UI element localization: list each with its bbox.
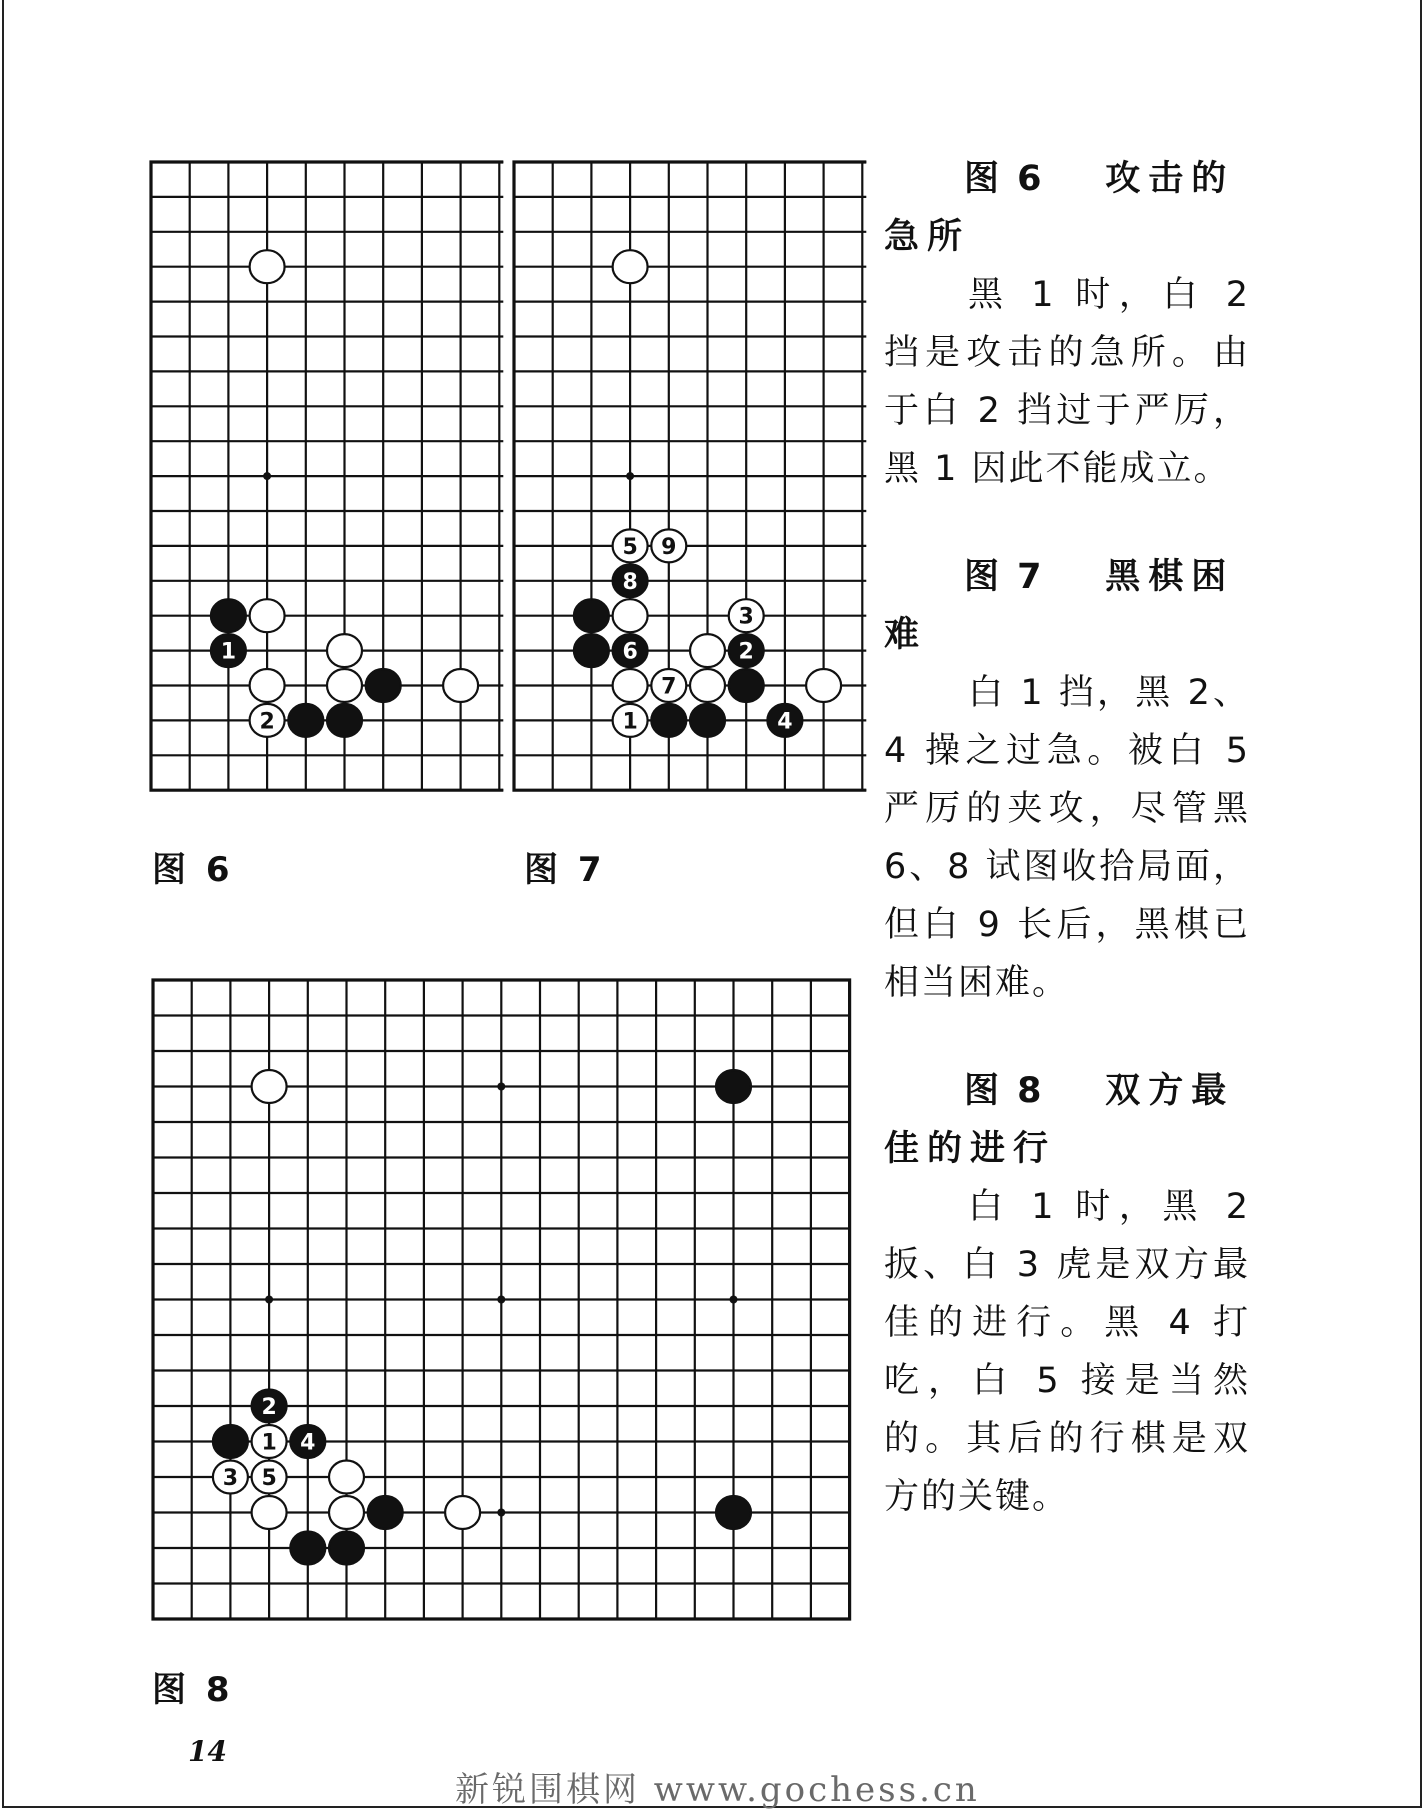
- stone-disc: [368, 1496, 403, 1529]
- black-stone: [366, 669, 401, 702]
- black-stone: [329, 1532, 364, 1565]
- black-stone: [574, 599, 609, 632]
- move-number-label: 3: [222, 1466, 239, 1491]
- white-stone: [613, 529, 648, 562]
- move-number-label: 7: [661, 674, 677, 700]
- move-number-label: 4: [300, 1430, 316, 1456]
- black-stone: [290, 1425, 325, 1458]
- watermark: 新锐围棋网 www.gochess.cn: [455, 1770, 980, 1810]
- section-heading: 攻击的急所: [884, 159, 1235, 257]
- star-point: [263, 472, 271, 480]
- black-stone: [211, 599, 246, 632]
- section-figure-8: [884, 1062, 1250, 1526]
- black-stone: [767, 704, 802, 737]
- white-stone: [252, 1070, 287, 1103]
- move-number-label: 8: [622, 569, 638, 595]
- section-heading: 黑棋困难: [884, 557, 1235, 655]
- white-stone: [327, 634, 362, 667]
- commentary-column: [884, 150, 1250, 1576]
- stone-disc: [290, 1532, 325, 1565]
- go-board-figure-7: [511, 158, 845, 798]
- stone-disc: [329, 1461, 364, 1494]
- stone-disc: [445, 1496, 480, 1529]
- section-body: 白 1 挡，黑 2、4 操之过急。被白 5 严厉的夹攻，尽管黑 6、8 试图收拾局面，但白 9 长后，黑棋已相当困难。: [884, 673, 1250, 1003]
- stone-disc: [327, 669, 362, 702]
- move-number-label: 6: [622, 639, 638, 665]
- section-figure-label: 图 7: [964, 557, 1045, 597]
- figure-8-caption: 图 8: [152, 1670, 234, 1710]
- section-heading: 双方最佳的进行: [884, 1071, 1235, 1169]
- black-stone: [288, 704, 323, 737]
- section-figure-7: [884, 548, 1250, 1012]
- stone-disc: [716, 1070, 751, 1103]
- white-stone: [252, 1496, 287, 1529]
- stone-disc: [690, 704, 725, 737]
- white-stone: [252, 1461, 287, 1494]
- stone-disc: [250, 599, 285, 632]
- white-stone: [443, 669, 478, 702]
- black-stone: [211, 634, 246, 667]
- black-stone: [690, 704, 725, 737]
- white-stone: [250, 250, 285, 283]
- page-number: 14: [188, 1735, 227, 1768]
- move-number-label: 2: [261, 1395, 277, 1420]
- star-point: [730, 1296, 738, 1304]
- stone-disc: [211, 599, 246, 632]
- stone-disc: [329, 1532, 364, 1565]
- white-stone: [445, 1496, 480, 1529]
- black-stone: [716, 1496, 751, 1529]
- white-stone: [613, 704, 648, 737]
- stone-disc: [613, 599, 648, 632]
- move-number-label: 1: [220, 639, 237, 665]
- go-board-figure-6: [148, 158, 482, 798]
- move-number-label: 9: [661, 534, 677, 560]
- stone-disc: [288, 704, 323, 737]
- stone-disc: [366, 669, 401, 702]
- black-stone: [290, 1532, 325, 1565]
- section-body: 黑 1 时，白 2 挡是攻击的急所。由于白 2 挡过于严厉，黑 1 因此不能成立。: [884, 275, 1250, 489]
- white-stone: [690, 634, 725, 667]
- move-number-label: 1: [261, 1430, 277, 1456]
- stone-disc: [690, 669, 725, 702]
- white-stone: [213, 1461, 248, 1494]
- black-stone: [574, 634, 609, 667]
- black-stone: [613, 564, 648, 597]
- white-stone: [729, 599, 764, 632]
- black-stone: [213, 1425, 248, 1458]
- move-number-label: 2: [259, 709, 275, 735]
- white-stone: [329, 1496, 364, 1529]
- stone-disc: [329, 1496, 364, 1529]
- stone-disc: [613, 669, 648, 702]
- stone-disc: [574, 599, 609, 632]
- stone-disc: [213, 1425, 248, 1458]
- move-number-label: 3: [738, 604, 754, 630]
- section-title: [884, 150, 1250, 266]
- stone-disc: [613, 250, 648, 283]
- stone-disc: [651, 704, 686, 737]
- move-number-label: 5: [622, 534, 638, 560]
- star-point: [265, 1296, 273, 1304]
- black-stone: [613, 634, 648, 667]
- star-point: [497, 1509, 505, 1517]
- stone-disc: [729, 669, 764, 702]
- white-stone: [613, 250, 648, 283]
- black-stone: [651, 704, 686, 737]
- section-figure-label: 图 8: [964, 1071, 1045, 1111]
- section-body: 白 1 时，黑 2 扳、白 3 虎是双方最佳的进行。黑 4 打吃，白 5 接是当然的。其后的行棋是双方的关键。: [884, 1187, 1250, 1517]
- figure-6-caption: 图 6: [152, 850, 234, 890]
- white-stone: [651, 669, 686, 702]
- white-stone: [327, 669, 362, 702]
- white-stone: [806, 669, 841, 702]
- black-stone: [729, 669, 764, 702]
- move-number-label: 5: [261, 1466, 277, 1491]
- stone-disc: [806, 669, 841, 702]
- stone-disc: [250, 250, 285, 283]
- white-stone: [613, 669, 648, 702]
- black-stone: [327, 704, 362, 737]
- go-board-figure-8: [150, 976, 850, 1621]
- section-figure-label: 图 6: [964, 159, 1045, 199]
- white-stone: [250, 599, 285, 632]
- move-number-label: 1: [622, 709, 638, 735]
- stone-disc: [327, 704, 362, 737]
- white-stone: [613, 599, 648, 632]
- white-stone: [250, 704, 285, 737]
- move-number-label: 4: [777, 709, 793, 735]
- section-title: [884, 548, 1250, 664]
- black-stone: [252, 1390, 287, 1423]
- star-point: [497, 1083, 505, 1091]
- stone-disc: [250, 669, 285, 702]
- white-stone: [329, 1461, 364, 1494]
- stone-disc: [443, 669, 478, 702]
- black-stone: [716, 1070, 751, 1103]
- stone-disc: [716, 1496, 751, 1529]
- stone-disc: [690, 634, 725, 667]
- move-number-label: 2: [738, 639, 754, 665]
- black-stone: [729, 634, 764, 667]
- white-stone: [651, 529, 686, 562]
- white-stone: [690, 669, 725, 702]
- black-stone: [368, 1496, 403, 1529]
- stone-disc: [252, 1496, 287, 1529]
- white-stone: [250, 669, 285, 702]
- section-title: [884, 1062, 1250, 1178]
- section-figure-6: [884, 150, 1250, 498]
- star-point: [626, 472, 634, 480]
- white-stone: [252, 1425, 287, 1458]
- star-point: [497, 1296, 505, 1304]
- stone-disc: [252, 1070, 287, 1103]
- stone-disc: [574, 634, 609, 667]
- stone-disc: [327, 634, 362, 667]
- figure-7-caption: 图 7: [524, 850, 606, 890]
